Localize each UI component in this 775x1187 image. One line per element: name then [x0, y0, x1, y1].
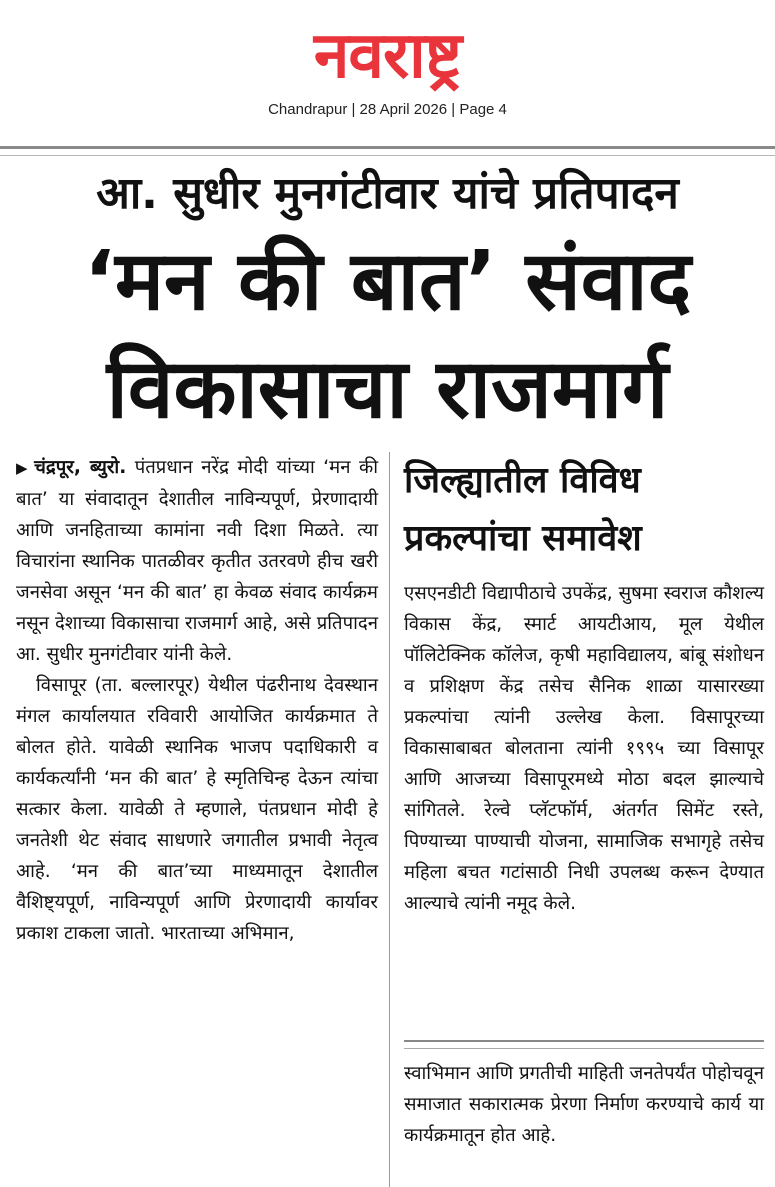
- edition-dateline: Chandrapur | 28 April 2026 | Page 4: [268, 101, 507, 118]
- masthead-rule: [0, 146, 775, 156]
- lead-paragraph: [16, 452, 378, 670]
- newspaper-logo: नवराष्ट्र: [313, 19, 462, 93]
- sub-headline: जिल्ह्यातील विविध प्रकल्पांचा समावेश: [404, 460, 642, 559]
- right-column: [404, 578, 764, 919]
- headline-line-2: विकासाचा राजमार्ग: [106, 342, 669, 437]
- column-divider: [389, 452, 390, 1187]
- section-rule: [404, 1040, 764, 1049]
- headline-line-1: ‘मन की बात’ संवाद: [83, 234, 692, 329]
- paragraph-3: एसएनडीटी विद्यापीठाचे उपकेंद्र, सुषमा स्वराज कौशल्य विकास केंद्र, स्मार्ट आयटीआय, मूल येथील पॉलिटेक्निक कॉलेज, कृषी महाविद्यालय, बांबू संशोधन व प्रशिक्षण केंद्र तसेच सैनिक शाळा यासारख्या प्रकल्पांचा त्यांनी उल्लेख केला. विसापूरच्या विकासाबाबत बोलताना त्यांनी १९९५ च्या विसापूर आणि आजच्या विसापूरमध्ये मोठा बदल झाल्याचे सांगितले. रेल्वे प्लॅटफॉर्म, अंतर्गत सिमेंट रस्ते, पिण्याच्या पाण्याची योजना, सामाजिक सभागृहे तसेच महिला बचत गटांसाठी निधी उपलब्ध करून देण्यात आल्याचे त्यांनी नमूद केले.: [404, 583, 764, 914]
- article-kicker: आ. सुधीर मुनगंटीवार यांचे प्रतिपादन: [96, 168, 679, 219]
- play-arrow-icon: ▶: [16, 459, 31, 477]
- lead-dateline: चंद्रपूर, ब्युरो.: [34, 457, 127, 478]
- right-column-bottom: [404, 1058, 764, 1151]
- paragraph-4: स्वाभिमान आणि प्रगतीची माहिती जनतेपर्यंत पोहोचवून समाजात सकारात्मक प्रेरणा निर्माण करण्याचे कार्य या कार्यक्रमातून होत आहे.: [404, 1063, 764, 1146]
- left-column: [16, 452, 378, 949]
- paragraph-1: पंतप्रधान नरेंद्र मोदी यांच्या ‘मन की बात’ या संवादातून देशातील नाविन्यपूर्ण, प्रेरणादायी आणि जनहिताच्या कामांना नवी दिशा मिळते. त्या विचारांना स्थानिक पातळीवर कृतीत उतरवणे हीच खरी जनसेवा असून ‘मन की बात’ हा केवळ संवाद कार्यक्रम नसून देशाच्या विकासाचा राजमार्ग आहे, असे प्रतिपादन आ. सुधीर मुनगंटीवार यांनी केले.: [16, 457, 378, 665]
- paragraph-2: विसापूर (ता. बल्लारपूर) येथील पंढरीनाथ देवस्थान मंगल कार्यालयात रविवारी आयोजित कार्यक्रमात ते बोलत होते. यावेळी स्थानिक भाजप पदाधिकारी व कार्यकर्त्यांनी ‘मन की बात’ हे स्मृतिचिन्ह देऊन त्यांचा सत्कार केला. यावेळी ते म्हणाले, पंतप्रधान मोदी हे जनतेशी थेट संवाद साधणारे जगातील प्रभावी नेतृत्व आहे. ‘मन की बात’च्या माध्यमातून देशातील वैशिष्ट्यपूर्ण, नाविन्यपूर्ण आणि प्रेरणादायी कार्यावर प्रकाश टाकला जातो. भारताच्या अभिमान,: [16, 675, 378, 944]
- masthead: [0, 0, 775, 150]
